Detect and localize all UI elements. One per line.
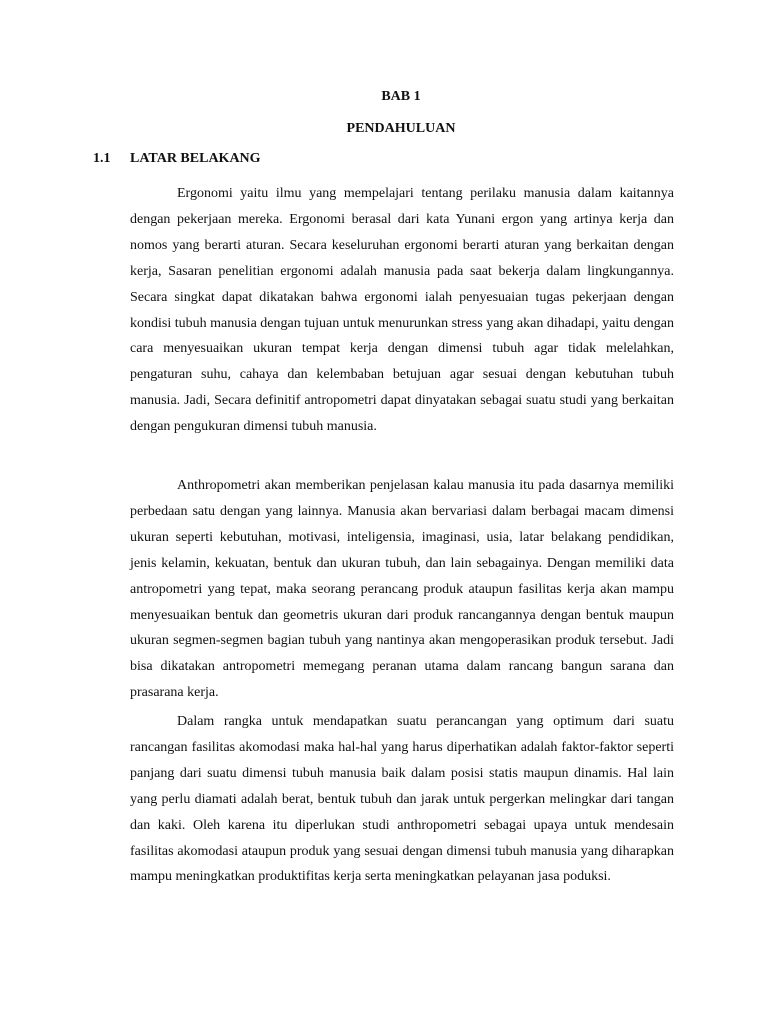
section-heading: [93, 150, 261, 168]
section-title: LATAR BELAKANG: [130, 151, 261, 166]
paragraph-perancangan: Dalam rangka untuk mendapatkan suatu perancangan yang optimum dari suatu rancangan fasilitas akomodasi maka hal-hal yang harus diperhatikan adalah faktor-faktor seperti panjang dari suatu dimensi tubuh manusia baik dalam posisi statis maupun dinamis. Hal lain yang perlu diamati adalah berat, bentuk tubuh dan jarak untuk pergerkan melingkar dari tangan dan kaki. Oleh karena itu diperlukan studi anthropometri sebagai upaya untuk mendesain fasilitas akomodasi ataupun produk yang sesuai dengan dimensi tubuh manusia yang diharapkan mampu meningkatkan produktifitas kerja serta meningkatkan pelayanan jasa poduksi.: [130, 714, 674, 885]
section-number: 1.1: [93, 151, 111, 166]
chapter-title: PENDAHULUAN: [346, 121, 456, 136]
paragraph-ergonomi: Ergonomi yaitu ilmu yang mempelajari tentang perilaku manusia dalam kaitannya dengan pekerjaan mereka. Ergonomi berasal dari kata Yunani ergon yang artinya kerja dan nomos yang berarti aturan. Secara keseluruhan ergonomi berarti aturan yang berkaitan dengan kerja, Sasaran penelitian ergonomi adalah manusia pada saat bekerja dalam lingkungannya. Secara singkat dapat dikatakan bahwa ergonomi ialah penyesuaian tugas pekerjaan dengan kondisi tubuh manusia dengan tujuan untuk menurunkan stress yang akan dihadapi, yaitu dengan cara menyesuaikan ukuran tempat kerja dengan dimensi tubuh agar tidak melelahkan, pengaturan suhu, cahaya dan kelembaban betujuan agar sesuai dengan kebutuhan tubuh manusia. Jadi, Secara definitif antropometri dapat dinyatakan sebagai suatu studi yang berkaitan dengan pengukuran dimensi tubuh manusia.: [130, 186, 674, 435]
chapter-label: BAB 1: [381, 89, 421, 104]
paragraph-anthropometri: Anthropometri akan memberikan penjelasan kalau manusia itu pada dasarnya memiliki perbedaan satu dengan yang lainnya. Manusia akan bervariasi dalam berbagai macam dimensi ukuran seperti kebutuhan, motivasi, inteligensia, imaginasi, usia, latar belakang pendidikan, jenis kelamin, kekuatan, bentuk dan ukuran tubuh, dan lain sebagainya. Dengan memiliki data antropometri yang tepat, maka seorang perancang produk ataupun fasilitas kerja akan mampu menyesuaikan bentuk dan geometris ukuran dari produk rancangannya dengan bentuk maupun ukuran segmen-segmen bagian tubuh yang nantinya akan mengoperasikan produk tersebut. Jadi bisa dikatakan antropometri memegang peranan utama dalam rancang bangun sarana dan prasarana kerja.: [130, 478, 674, 701]
